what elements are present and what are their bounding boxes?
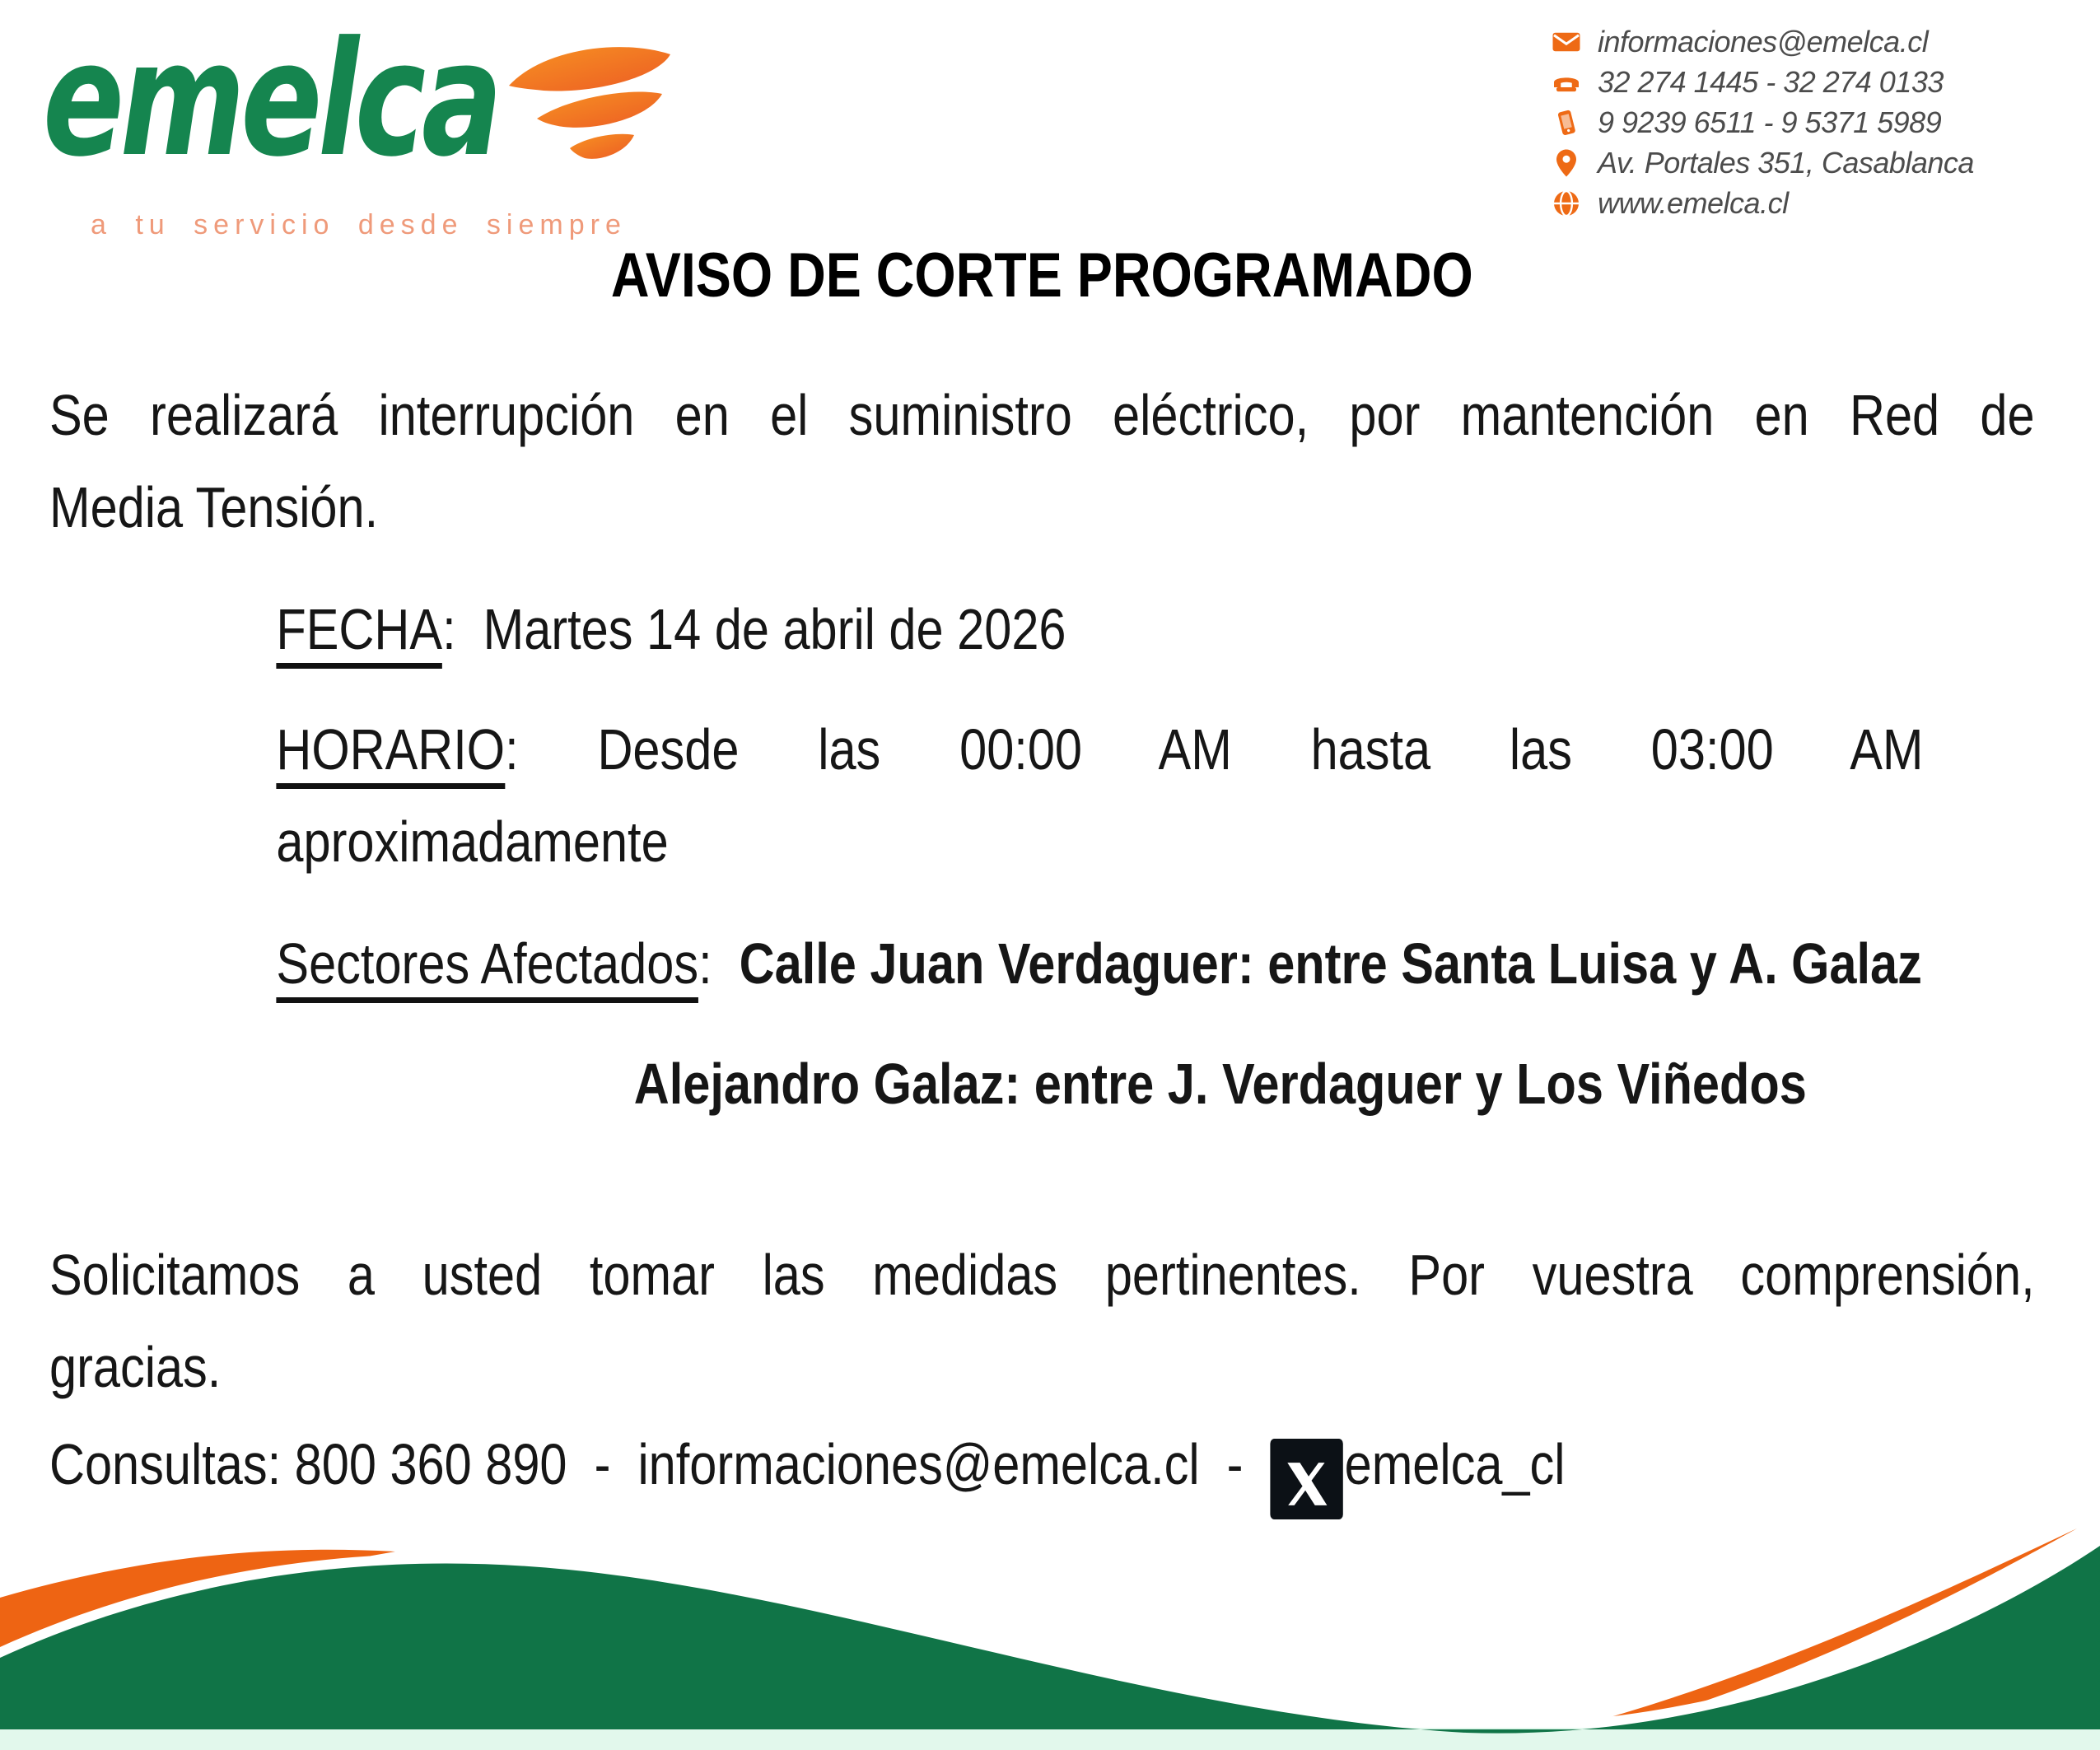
contact-web: www.emelca.cl [1598,185,1789,220]
horario-line-2: aproximadamente [276,810,669,874]
sectores-colon: : [698,931,712,996]
x-twitter-icon [1271,1439,1343,1519]
logo-wordmark: emelca [43,8,499,192]
contact-mobile: 9 9239 6511 - 9 5371 5989 [1598,105,1942,139]
green-wave [0,1546,2100,1734]
notice-body [49,240,2035,1519]
fecha-value: Martes 14 de abril de 2026 [455,597,1066,661]
telephone-icon [1552,68,1581,97]
fecha-line [276,583,2034,675]
contact-row-phone [1552,62,1974,102]
company-logo [43,8,718,240]
sectores-spacer [712,931,740,996]
sectores-line [276,917,2034,1010]
footer-wave-decoration [0,1524,2100,1750]
contact-phone: 32 274 1445 - 32 274 0133 [1598,64,1944,99]
closing-line-1: Solicitamos a usted tomar las medidas pertinentes. Por vuestra comprensión, [49,1243,2035,1307]
contact-row-mobile [1552,102,1974,142]
contact-block [1552,21,1974,223]
location-pin-icon [1552,148,1581,178]
sectores-value-2: Alejandro Galaz: entre J. Verdaguer y Los Viñedos [633,1052,1807,1116]
consultas-x-handle: emelca_cl [1344,1432,1566,1496]
contact-email: informaciones@emelca.cl [1598,24,1929,58]
sectores-label: Sectores Afectados [276,931,698,1003]
fecha-label: FECHA [276,597,442,669]
intro-line-1: Se realizará interrupción en el suministro eléctrico, por mantención en Red de [49,383,2035,447]
logo-tagline: a tu servicio desde siempre [91,209,627,240]
notice-title: AVISO DE CORTE PROGRAMADO [610,240,1473,310]
horario-colon: : [505,717,519,782]
horario-value: Desde las 00:00 AM hasta las 03:00 AM [597,717,1924,782]
globe-icon [1552,189,1581,218]
contact-row-email [1552,21,1974,62]
intro-line-2: Media Tensión. [49,475,379,539]
sectores-value-1: Calle Juan Verdaguer: entre Santa Luisa y A. Galaz [739,931,1922,996]
contact-row-web [1552,183,1974,223]
flame-icon [494,38,692,174]
envelope-icon [1552,27,1581,57]
consultas-text: Consultas: 800 360 890 - informaciones@emelca.cl - [49,1432,1271,1496]
consultas-line [49,1418,2035,1519]
fecha-colon: : [442,597,456,661]
contact-row-address [1552,142,1974,183]
mobile-phone-icon [1552,108,1581,138]
horario-label: HORARIO [276,717,505,789]
horario-line [276,703,1923,796]
closing-line-2: gracias. [49,1335,222,1399]
contact-website-address: Av. Portales 351, Casablanca [1598,145,1974,180]
